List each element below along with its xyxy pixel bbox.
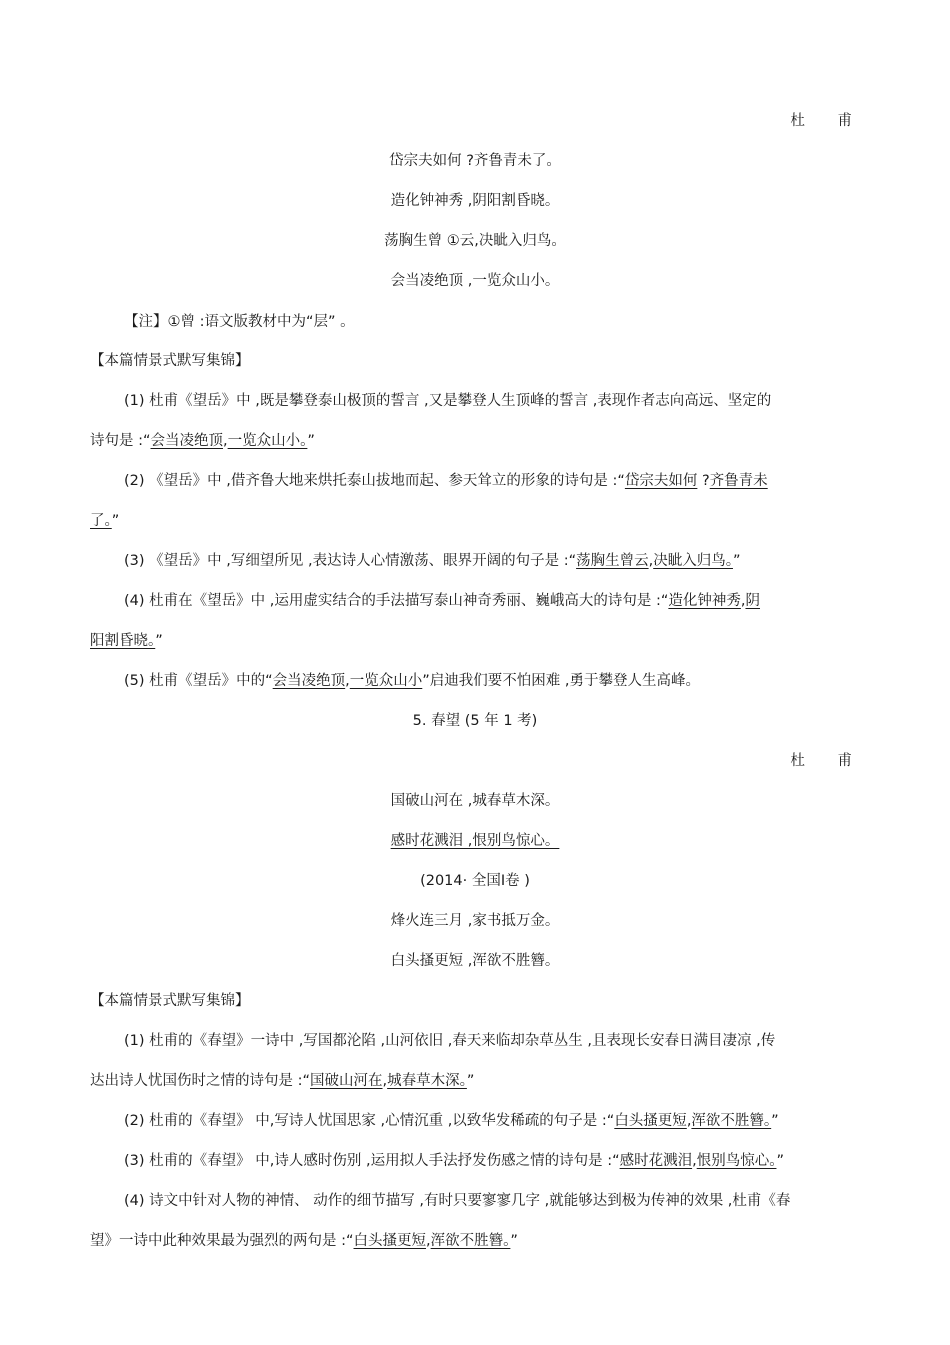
- poem4-line-1: 岱宗夫如何 ?齐鲁青未了。: [389, 153, 561, 169]
- s4-q4-sep: ,: [740, 593, 746, 609]
- s4-q1-line2: [90, 431, 315, 451]
- s4-q1-suffix: ”: [307, 433, 315, 449]
- s4-q4-prefix: (4) 杜甫在《望岳》中 ,运用虚实结合的手法描写泰山神奇秀丽、巍峨高大的诗句是 :“: [124, 593, 669, 609]
- s4-q2-line1: [124, 471, 768, 491]
- s4-q5-suffix: ”启迪我们要不怕困难 ,勇于攀登人生高峰。: [422, 673, 701, 689]
- s5-q1-line2: [90, 1071, 474, 1091]
- s4-q2-sep: ?: [697, 473, 710, 489]
- poem4-note: 【注】①曾 :语文版教材中为“层” 。: [124, 314, 355, 330]
- s4-q4-suffix: ”: [155, 633, 163, 649]
- s4-q4-line1: [124, 591, 760, 611]
- s4-q4-answer-2a: 阴: [745, 593, 760, 609]
- s4-q3-answer-2: 决眦入归鸟。: [653, 553, 733, 569]
- s5-q4-line1: (4) 诗文中针对人物的神情、 动作的细节描写 ,有时只要寥寥几字 ,就能够达到极为传神的效果 ,杜甫《春: [124, 1193, 791, 1209]
- s5-q4-answer-2: 浑欲不胜簪。: [430, 1233, 511, 1249]
- s5-q1-suffix: ”: [466, 1073, 475, 1089]
- s4-q5-prefix: (5) 杜甫《望岳》中的“: [124, 673, 273, 689]
- s5-q3-suffix: ”: [776, 1153, 784, 1169]
- poem5-line-3: 烽火连三月 ,家书抵万金。: [390, 913, 560, 929]
- s4-q3-sep: ,: [648, 553, 654, 569]
- s4-q2-answer-2a: 齐鲁青未: [709, 473, 768, 489]
- poem4-author: 杜 甫: [790, 113, 866, 129]
- poem4-line-2: 造化钟神秀 ,阴阳割昏晓。: [390, 193, 560, 209]
- s5-q4-sep: ,: [426, 1233, 431, 1249]
- s4-q2-prefix: (2) 《望岳》中 ,借齐鲁大地来烘托泰山拔地而起、参天耸立的形象的诗句是 :“: [124, 473, 625, 489]
- s4-q4-answer-1: 造化钟神秀: [668, 593, 741, 609]
- s4-q3-answer-1: 荡胸生曾云: [576, 553, 649, 569]
- s5-q1-answer-1: 国破山河在: [310, 1073, 383, 1089]
- s5-q2-line: [124, 1111, 779, 1131]
- s5-q4-answer-1: 白头搔更短: [353, 1233, 427, 1249]
- s5-q3-prefix: (3) 杜甫的《春望》 中,诗人感时伤别 ,运用拟人手法抒发伤感之情的诗句是 :“: [124, 1153, 620, 1169]
- s4-q1-line1: (1) 杜甫《望岳》中 ,既是攀登泰山极顶的誓言 ,又是攀登人生顶峰的誓言 ,表现作者志向高远、坚定的: [124, 393, 772, 409]
- s4-q3-prefix: (3) 《望岳》中 ,写细望所见 ,表达诗人心情激荡、眼界开阔的句子是 :“: [124, 553, 577, 569]
- s5-q3-answer-2: 恨别鸟惊心。: [696, 1153, 777, 1169]
- s5-q1-prefix: 达出诗人忧国伤时之情的诗句是 :“: [90, 1073, 311, 1089]
- s5-q2-answer-1: 白头搔更短: [614, 1113, 687, 1129]
- s4-q1-answer-1: 会当凌绝顶: [150, 433, 224, 449]
- poem5-title: 5. 春望 (5 年 1 考): [412, 713, 538, 729]
- poem5-line-2: [0, 831, 950, 851]
- s4-q2-line2: [90, 511, 119, 531]
- section4-heading: 【本篇情景式默写集锦】: [90, 353, 250, 369]
- s5-q4-suffix: ”: [510, 1233, 518, 1249]
- s4-q2-suffix: ”: [111, 513, 120, 529]
- s5-q1-answer-2: 城春草木深。: [387, 1073, 467, 1089]
- s5-q2-sep: ,: [686, 1113, 692, 1129]
- s4-q4-line2: [90, 631, 163, 651]
- s4-q1-prefix: 诗句是 :“: [90, 433, 151, 449]
- poem5-source: (2014· 全国Ⅰ卷 ): [420, 873, 530, 889]
- s4-q2-answer-2b: 了。: [90, 513, 112, 529]
- s5-q3-line: [124, 1151, 784, 1171]
- poem5-line-1: 国破山河在 ,城春草木深。: [390, 793, 560, 809]
- s4-q1-sep: ,: [223, 433, 228, 449]
- s4-q2-answer-1: 岱宗夫如何: [624, 473, 698, 489]
- s5-q1-line1: (1) 杜甫的《春望》一诗中 ,写国都沦陷 ,山河依旧 ,春天来临却杂草丛生 ,且表现长安春日满目凄凉 ,传: [124, 1033, 776, 1049]
- s4-q1-answer-2: 一览众山小。: [227, 433, 308, 449]
- s5-q2-prefix: (2) 杜甫的《春望》 中,写诗人忧国思家 ,心情沉重 ,以致华发稀疏的句子是 :“: [124, 1113, 615, 1129]
- s4-q3-suffix: ”: [732, 553, 741, 569]
- s4-q4-answer-2b: 阳割昏晓。: [90, 633, 156, 649]
- s4-q5-answer-2: 一览众山小: [349, 673, 423, 689]
- s4-q5-sep: ,: [345, 673, 350, 689]
- poem5-line-4: 白头搔更短 ,浑欲不胜簪。: [390, 953, 560, 969]
- s5-q4-line2: [90, 1231, 518, 1251]
- poem4-line-3: 荡胸生曾 ①云,决眦入归鸟。: [384, 233, 566, 249]
- s5-q2-suffix: ”: [771, 1113, 779, 1129]
- s4-q5-answer-1: 会当凌绝顶: [272, 673, 346, 689]
- poem4-line-4: 会当凌绝顶 ,一览众山小。: [390, 273, 560, 289]
- poem5-line-2-text: 感时花溅泪 ,恨别鸟惊心。: [390, 833, 560, 849]
- s5-q2-answer-2: 浑欲不胜簪。: [691, 1113, 772, 1129]
- s4-q5-line: [124, 671, 700, 691]
- s5-q1-sep: ,: [382, 1073, 388, 1089]
- s5-q3-answer-1: 感时花溅泪: [619, 1153, 693, 1169]
- section5-heading: 【本篇情景式默写集锦】: [90, 993, 250, 1009]
- s4-q3-line: [124, 551, 740, 571]
- poem5-author: 杜 甫: [790, 753, 866, 769]
- s5-q4-prefix: 望》一诗中此种效果最为强烈的两句是 :“: [90, 1233, 354, 1249]
- s5-q3-sep: ,: [692, 1153, 697, 1169]
